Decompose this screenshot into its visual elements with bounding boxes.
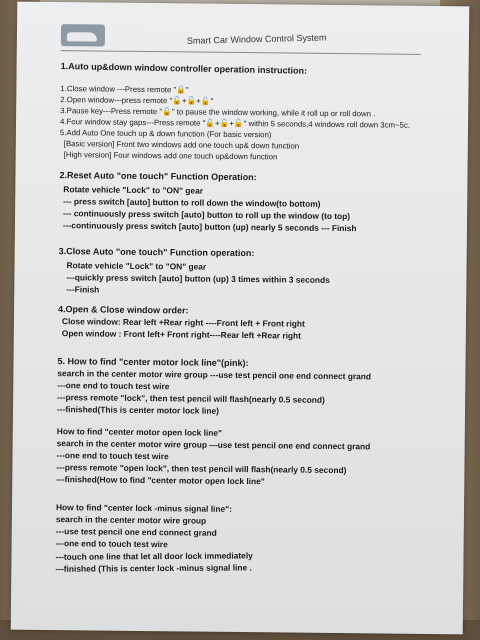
- s7-line: ---use test pencil one end connect grand: [55, 526, 217, 538]
- section-3-title: 3.Close Auto "one touch" Function operation:: [58, 246, 255, 259]
- s2-line: --- press switch [auto] button to roll down the window(to bottom): [63, 196, 321, 209]
- s5-line: ---one end to touch test wire: [57, 380, 170, 392]
- s6-line: How to find "center motor open lock line": [56, 426, 223, 438]
- s7-line: search in the center motor wire group: [55, 514, 207, 526]
- s1-line: [High version] Four windows add one touch up&down function: [63, 150, 278, 162]
- s1-line: 3.Pause key---Press remote "🔓" to pause the window working, while it roll up or roll down .: [60, 106, 376, 119]
- header-title: Smart Car Window Control System: [186, 32, 327, 46]
- section-4-title: 4.Open & Close window order:: [58, 304, 189, 316]
- s1-line: 4.Four window stay gaps---Press remote "🔓+🔓+🔓" within 5 seconds,4 windows roll down 3cm~5c.: [59, 117, 411, 130]
- s4-line: Open window : Front left+ Front right----Rear left +Rear right: [61, 328, 302, 341]
- s1-line: 1.Close window ---Press remote "🔒": [60, 84, 189, 95]
- s7-line: ---finished (This is center lock -minus signal line .: [55, 562, 252, 574]
- s6-line: ---finished(How to find "center motor open lock line": [56, 474, 265, 487]
- header-divider: [61, 50, 421, 55]
- s2-line: Rotate vehicle "Lock" to "ON" gear: [63, 184, 204, 196]
- car-window-logo-icon: [61, 24, 105, 46]
- s6-line: search in the center motor wire group ---use test pencil one end connect grand: [56, 438, 371, 452]
- car-shape: [67, 32, 97, 41]
- s3-line: ---Finish: [66, 284, 100, 295]
- s1-line: 2.Open window---press remote "🔓+🔓+🔓": [60, 95, 214, 106]
- instruction-sheet: [11, 2, 470, 635]
- s5-line: search in the center motor wire group ---use test pencil one end connect grand: [57, 368, 372, 382]
- section-1-title: 1.Auto up&down window controller operation instruction:: [60, 61, 308, 76]
- s2-line: --- continuously press switch [auto] button to roll up the window (to top): [63, 208, 351, 222]
- s3-line: ---quickly press switch [auto] button (up) 3 times within 3 seconds: [66, 272, 330, 285]
- s7-line: How to find "center lock -minus signal line":: [55, 502, 232, 514]
- s5-line: ---finished(This is center motor lock line): [56, 404, 220, 416]
- section-2-title: 2.Reset Auto "one touch" Function Operation:: [59, 170, 257, 183]
- s6-line: ---one end to touch test wire: [56, 450, 169, 462]
- s1-line: 5.Add Auto One touch up & down function (For basic version): [59, 128, 272, 140]
- s7-line: ---one end to touch test wire: [55, 538, 168, 550]
- s7-line: ---touch one line that let all door lock immediately: [55, 550, 253, 562]
- s4-line: Close window: Rear left +Rear right ----Front left + Front right: [61, 316, 305, 329]
- s3-line: Rotate vehicle "Lock" to "ON" gear: [66, 260, 207, 272]
- s1-line: [Basic version] Front two windows add one touch up& down function: [63, 139, 300, 151]
- s5-line: ---press remote "lock", then test pencil will flash(nearly 0.5 second): [57, 392, 325, 405]
- section-5-title: 5. How to find "center motor lock line"(pink):: [57, 356, 249, 369]
- s6-line: ---press remote "open lock", then test pencil will flash(nearly 0.5 second): [56, 462, 347, 476]
- s2-line: ---continuously press switch [auto] button (up) nearly 5 seconds --- Finish: [62, 220, 357, 234]
